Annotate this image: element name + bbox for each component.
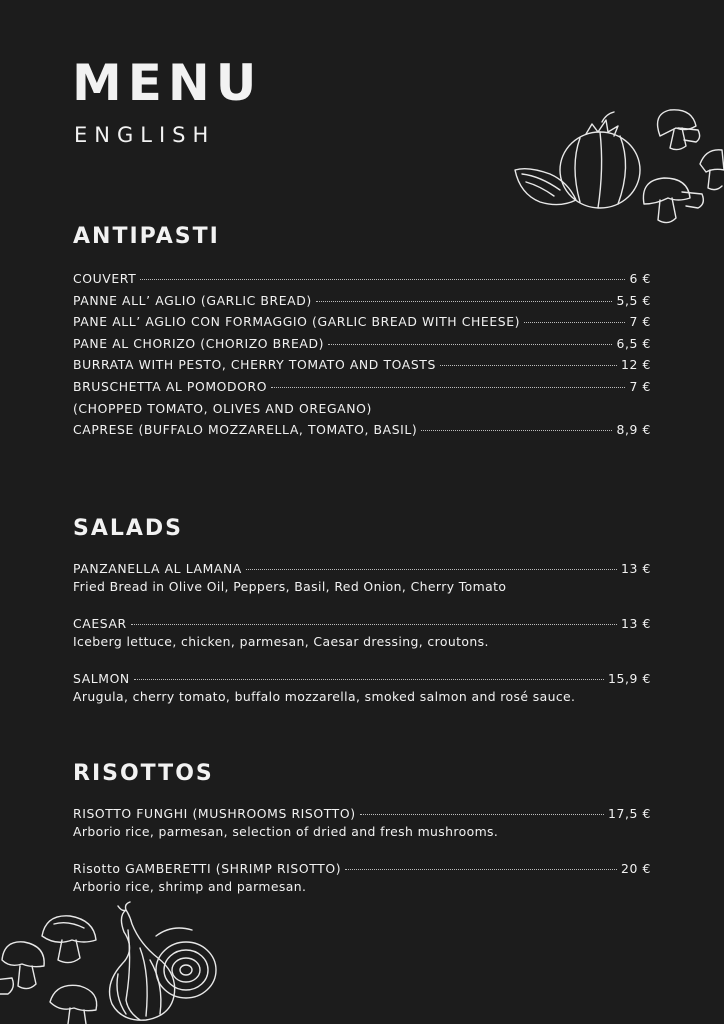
antipasti-list [73, 268, 651, 441]
item-description: Arborio rice, shrimp and parmesan. [73, 879, 307, 894]
menu-title: MENU [72, 54, 263, 112]
item-price: 17,5 € [607, 806, 651, 821]
item-description: Fried Bread in Olive Oil, Peppers, Basil, Red Onion, Cherry Tomato [73, 579, 507, 594]
item-price: 15,9 € [607, 671, 651, 686]
menu-item [73, 419, 651, 441]
item-price: 6 € [629, 271, 651, 286]
item-name: PANNE ALL’ AGLIO (GARLIC BREAD) [73, 292, 312, 308]
menu-item [73, 333, 651, 355]
item-name: CAPRESE (BUFFALO MOZZARELLA, TOMATO, BASIL) [73, 422, 418, 438]
mushroom-onion-illustration [0, 904, 224, 1024]
mushroom-icon [658, 110, 700, 150]
dot-leader [440, 365, 617, 366]
item-price: 5,5 € [616, 292, 651, 308]
item-price: 13 € [621, 561, 651, 576]
item-price: 6,5 € [616, 335, 651, 351]
menu-item [73, 354, 651, 376]
menu-item [73, 376, 651, 398]
menu-item [73, 670, 651, 706]
item-note: (CHOPPED TOMATO, OLIVES AND OREGANO) [73, 400, 372, 416]
menu-item [73, 615, 651, 651]
dot-leader [345, 869, 617, 870]
item-name: PANZANELLA AL LAMANA [73, 561, 242, 576]
item-name: SALMON [73, 671, 130, 686]
mushroom-icon [50, 985, 97, 1024]
item-description: Arugula, cherry tomato, buffalo mozzarella, smoked salmon and rosé sauce. [73, 689, 576, 704]
item-description: Arborio rice, parmesan, selection of dried and fresh mushrooms. [73, 824, 499, 839]
dot-leader [421, 430, 612, 431]
dot-leader [524, 322, 625, 323]
risottos-section [73, 763, 651, 915]
item-price: 7 € [629, 378, 651, 394]
menu-subtitle: ENGLISH [74, 123, 216, 147]
dot-leader [360, 814, 604, 815]
section-title: ANTIPASTI [73, 224, 220, 249]
item-name: Risotto GAMBERETTI (SHRIMP RISOTTO) [73, 861, 342, 876]
item-name: BRUSCHETTA AL POMODORO [73, 378, 268, 394]
dot-leader [328, 344, 612, 345]
menu-item [73, 311, 651, 333]
dot-leader [271, 387, 625, 388]
item-price: 20 € [621, 861, 651, 876]
antipasti-section [73, 226, 651, 441]
dot-leader [131, 624, 617, 625]
dot-leader [316, 301, 613, 302]
dot-leader [134, 679, 604, 680]
tomato-slice-icon [515, 169, 576, 205]
item-price: 13 € [621, 616, 651, 631]
salads-section [73, 518, 651, 725]
item-name: BURRATA WITH PESTO, CHERRY TOMATO AND TOASTS [73, 357, 436, 373]
dot-leader [246, 569, 617, 570]
mushroom-icon [643, 178, 703, 223]
menu-item [73, 805, 651, 841]
section-title: SALADS [73, 516, 184, 541]
item-name: COUVERT [73, 271, 137, 286]
mushroom-icon [700, 150, 724, 190]
mushroom-icon [42, 916, 96, 963]
onion-icon [110, 902, 175, 1020]
tomato-mushroom-illustration [510, 108, 724, 230]
item-name: PANE AL CHORIZO (CHORIZO BREAD) [73, 335, 325, 351]
item-name: PANE ALL’ AGLIO CON FORMAGGIO (GARLIC BREAD WITH CHEESE) [73, 314, 521, 330]
item-price: 7 € [629, 314, 651, 330]
menu-item [73, 860, 651, 896]
item-price: 12 € [621, 357, 651, 373]
item-name: CAESAR [73, 616, 127, 631]
mushroom-icon [0, 942, 44, 994]
item-name: RISOTTO FUNGHI (MUSHROOMS RISOTTO) [73, 806, 356, 821]
item-price: 8,9 € [616, 422, 651, 438]
section-title: RISOTTOS [73, 761, 214, 786]
menu-item [73, 290, 651, 312]
menu-item [73, 560, 651, 596]
menu-item [73, 268, 651, 290]
item-description: Iceberg lettuce, chicken, parmesan, Caesar dressing, croutons. [73, 634, 489, 649]
onion-slice-icon [156, 928, 216, 998]
dot-leader [140, 279, 625, 280]
